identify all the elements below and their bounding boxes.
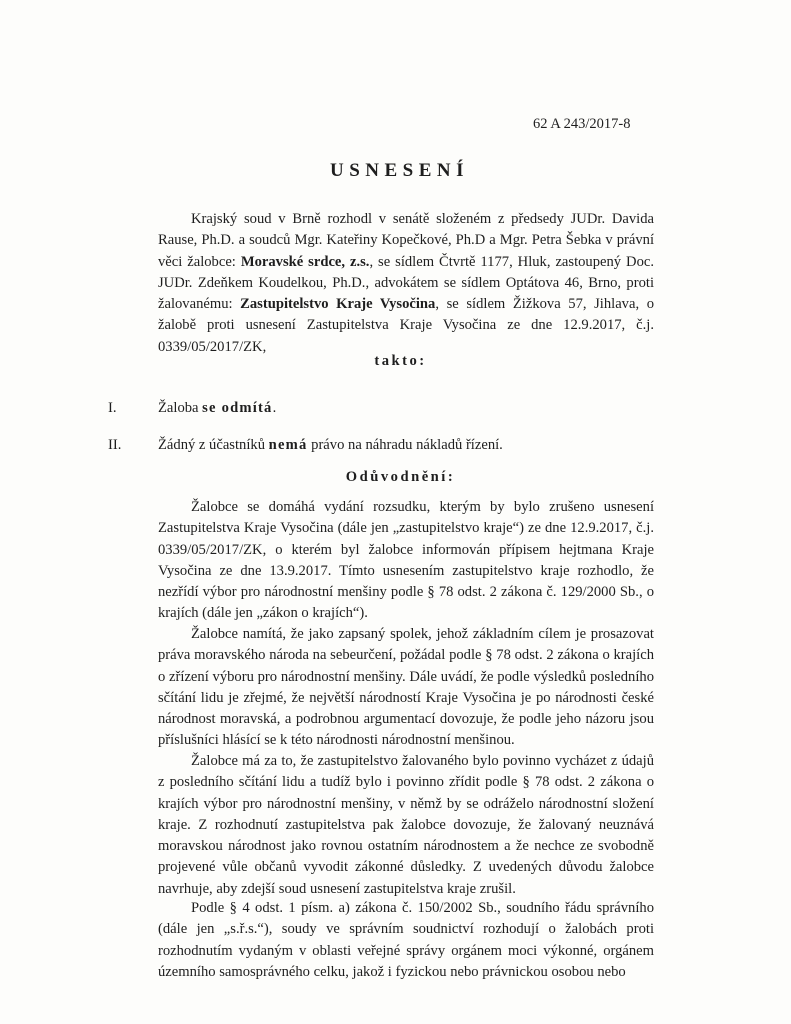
verdict-number: II. bbox=[108, 437, 122, 453]
verdict-text: Žaloba bbox=[158, 400, 203, 416]
case-number: 62 A 243/2017-8 bbox=[533, 116, 631, 132]
plaintiff-name: Moravské srdce, z.s. bbox=[240, 253, 370, 270]
verdict-emphasis: se odmítá bbox=[202, 400, 273, 416]
verdict-number: I. bbox=[108, 400, 117, 416]
verdict-text-end: . bbox=[272, 400, 277, 416]
reasoning-paragraph-3: Žalobce má za to, že zastupitelstvo žalovaného bylo povinno vycházet z údajů z posledního sčítání lidu a tudíž bylo i povinno zřídit podle § 78 odst. 2 zákona o krajích výbor pro národnostní menšiny, v němž by se odráželo národnostní složení kraje. Z rozhodnutí zastupitelstva pak žalobce dovozuje, že žalovaný neuznává moravskou národnost jako rovnou ostatním národnostem a že nechce ze svobodně projevené vůle občanů vyvodit zákonné důsledky. Z uvedených důvodu žalobce navrhuje, aby zdejší soud usnesení zastupitelstva kraje zrušil. bbox=[158, 753, 654, 897]
intro-text-2: , se sídlem Čtvrtě 1177, Hluk, zastoupený Doc. JUDr. Zdeňkem Koudelkou, Ph.D., advokátem se sídlem Optátova 46, Brno, proti žalovanému: bbox=[158, 253, 654, 313]
document-title: USNESENÍ bbox=[329, 160, 470, 181]
verdict-text: Žádný z účastníků bbox=[158, 437, 269, 453]
verdict-item-1 bbox=[108, 400, 276, 417]
defendant-name: Zastupitelstvo Kraje Vysočina bbox=[240, 296, 436, 313]
reasoning-paragraph-2: Žalobce namítá, že jako zapsaný spolek, jehož základním cílem je prosazovat práva moravského národa na sebeurčení, požádal podle § 78 odst. 2 zákona o krajích o zřízení výboru pro národnostní menšiny. Dále uvádí, že podle výsledků posledního sčítání lidu je zřejmé, že největší národností Kraje Vysočina je po národnosti české národnost moravská, a podrobnou argumentací dovozuje, že podle jeho názoru jsou příslušníci hlásící se k této národnosti národnostní menšinou. bbox=[158, 626, 654, 749]
reasoning-paragraph-1: Žalobce se domáhá vydání rozsudku, kterým by bylo zrušeno usnesení Zastupitelstva Kraje Vysočina (dále jen „zastupitelstvo kraje“) ze dne 12.9.2017, č.j. 0339/05/2017/ZK, o kterém byl žalobce informován přípisem hejtmana Kraje Vysočina ze dne 13.9.2017. Tímto usnesením zastupitelstvo kraje rozhodlo, že nezřídí výbor pro národnostní menšiny podle § 78 odst. 2 zákona č. 129/2000 Sb., o krajích (dále jen „zákon o krajích“). bbox=[158, 499, 654, 622]
reasoning-paragraph-4: Podle § 4 odst. 1 písm. a) zákona č. 150/2002 Sb., soudního řádu správního (dále jen „s.ř.s.“), soudy ve správním soudnictví rozhodují o žalobách proti rozhodnutím vydaným v oblasti veřejné správy orgánem moci výkonné, orgánem územního samosprávného celku, jakož i fyzickou nebo právnickou osobou nebo bbox=[158, 900, 654, 980]
verdict-text-end: právo na náhradu nákladů řízení. bbox=[307, 437, 503, 453]
verdict-emphasis: nemá bbox=[268, 437, 308, 453]
intro-text-3: , se sídlem Žižkova 57, Jihlava, o žalobě proti usnesení Zastupitelstva Kraje Vysočina ze dne 12.9.2017, č.j. 0339/05/2017/ZK, bbox=[158, 296, 654, 355]
reasoning-heading: Odůvodnění: bbox=[345, 469, 456, 485]
takto-heading: takto: bbox=[374, 353, 427, 369]
verdict-item-2 bbox=[108, 437, 503, 454]
intro-paragraph bbox=[158, 209, 654, 358]
intro-text-1: Krajský soud v Brně rozhodl v senátě složeném z předsedy JUDr. Davida Rause, Ph.D. a soudců Mgr. Kateřiny Kopečkové, Ph.D a Mgr. Petra Šebka v právní věci žalobce: bbox=[158, 211, 654, 270]
